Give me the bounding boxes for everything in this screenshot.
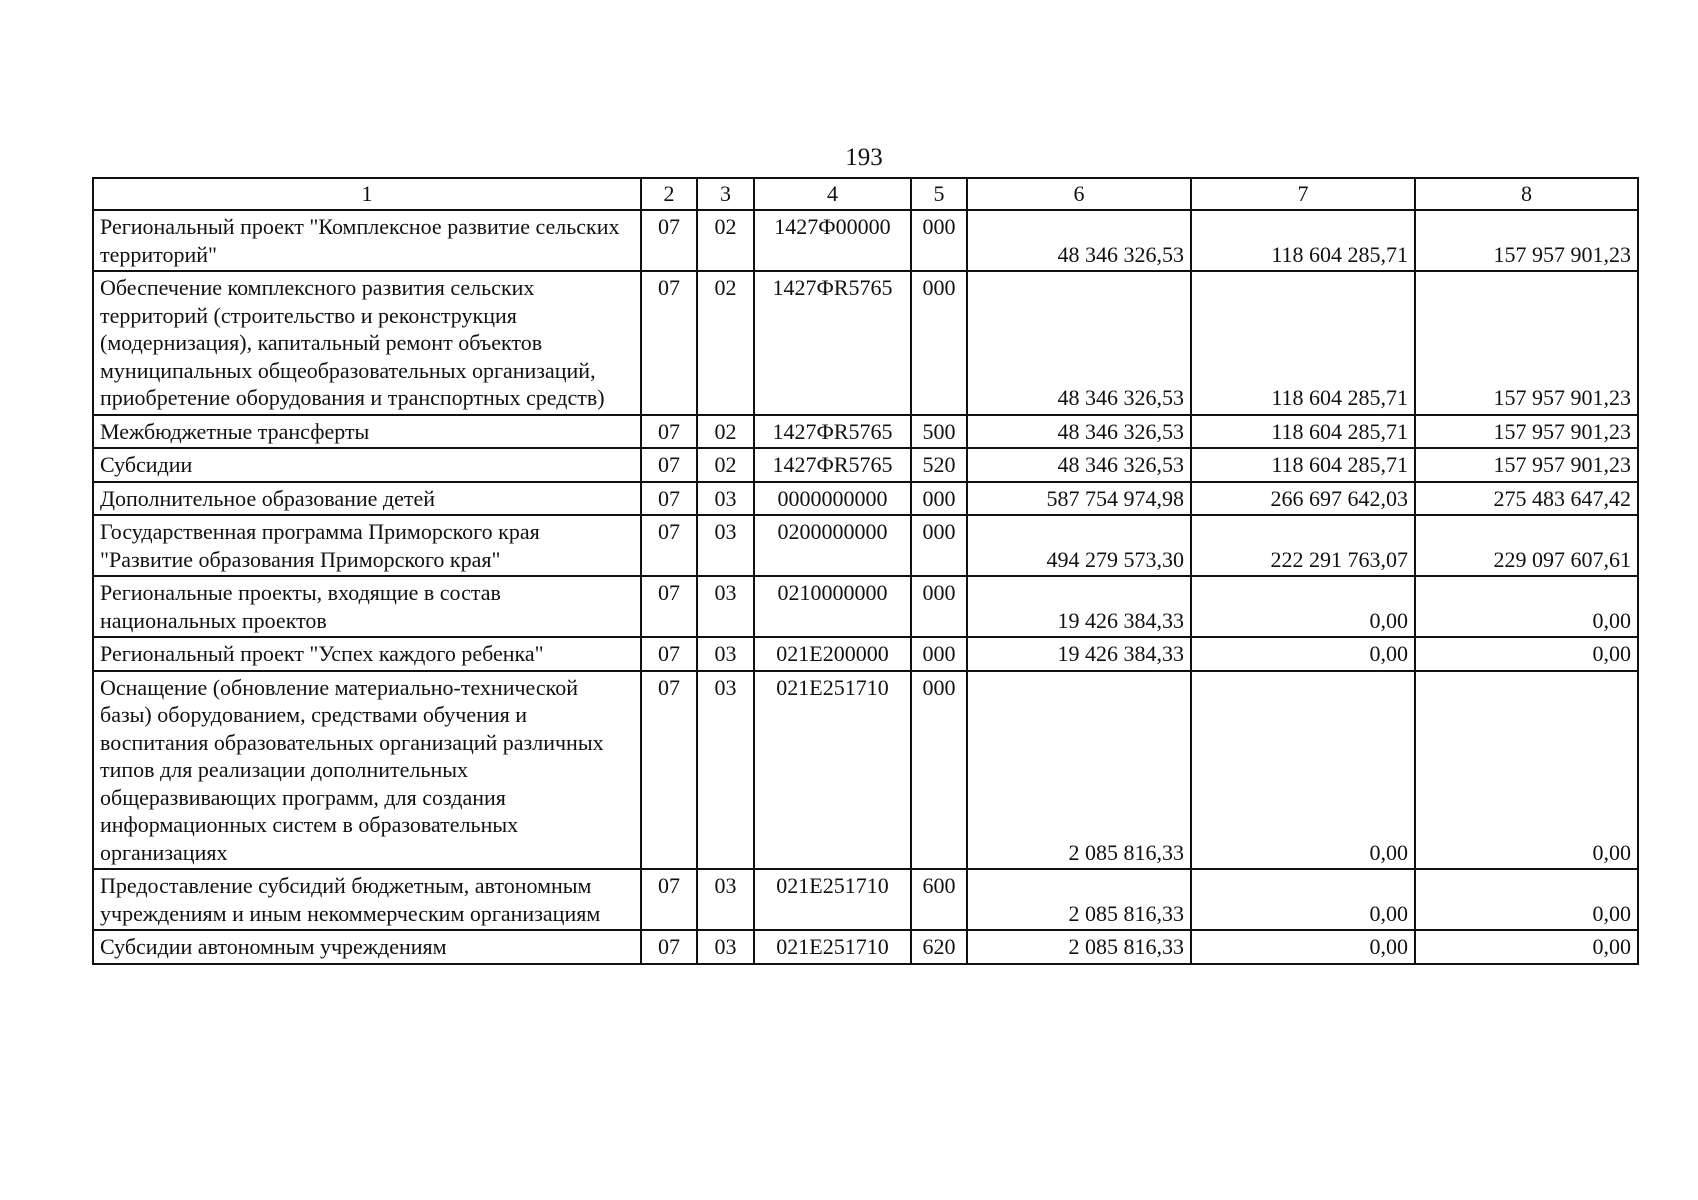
subsection-code: 03 xyxy=(697,671,754,870)
amount-col6: 19 426 384,33 xyxy=(967,637,1191,671)
amount-col6: 494 279 573,30 xyxy=(967,515,1191,576)
expense-type-code: 000 xyxy=(911,515,967,576)
expense-type-code: 600 xyxy=(911,869,967,930)
amount-col8: 0,00 xyxy=(1415,930,1638,964)
amount-col6: 48 346 326,53 xyxy=(967,210,1191,271)
section-code: 07 xyxy=(641,482,697,516)
amount-col8: 0,00 xyxy=(1415,637,1638,671)
amount-col8: 0,00 xyxy=(1415,671,1638,870)
amount-col6: 48 346 326,53 xyxy=(967,415,1191,449)
section-code: 07 xyxy=(641,415,697,449)
section-code: 07 xyxy=(641,637,697,671)
expense-type-code: 000 xyxy=(911,210,967,271)
table-row xyxy=(93,515,1638,576)
expense-type-code: 000 xyxy=(911,637,967,671)
header-cell: 8 xyxy=(1415,178,1638,210)
amount-col7: 0,00 xyxy=(1191,637,1415,671)
target-article-code: 1427ФR5765 xyxy=(754,415,911,449)
target-article-code: 0200000000 xyxy=(754,515,911,576)
amount-col7: 266 697 642,03 xyxy=(1191,482,1415,516)
section-code: 07 xyxy=(641,515,697,576)
table-header-row xyxy=(93,178,1638,210)
subsection-code: 03 xyxy=(697,637,754,671)
header-cell: 4 xyxy=(754,178,911,210)
amount-col7: 0,00 xyxy=(1191,930,1415,964)
row-name: Региональный проект "Комплексное развитие сельских территорий" xyxy=(93,210,641,271)
amount-col6: 19 426 384,33 xyxy=(967,576,1191,637)
row-name: Межбюджетные трансферты xyxy=(93,415,641,449)
section-code: 07 xyxy=(641,210,697,271)
amount-col7: 118 604 285,71 xyxy=(1191,448,1415,482)
amount-col8: 157 957 901,23 xyxy=(1415,415,1638,449)
expense-type-code: 620 xyxy=(911,930,967,964)
subsection-code: 02 xyxy=(697,210,754,271)
target-article-code: 021E200000 xyxy=(754,637,911,671)
expense-type-code: 000 xyxy=(911,482,967,516)
amount-col8: 0,00 xyxy=(1415,869,1638,930)
row-name: Субсидии автономным учреждениям xyxy=(93,930,641,964)
target-article-code: 1427ФR5765 xyxy=(754,448,911,482)
amount-col8: 0,00 xyxy=(1415,576,1638,637)
page-number: 193 xyxy=(845,144,883,171)
subsection-code: 02 xyxy=(697,271,754,415)
amount-col7: 118 604 285,71 xyxy=(1191,271,1415,415)
amount-col8: 229 097 607,61 xyxy=(1415,515,1638,576)
header-cell: 3 xyxy=(697,178,754,210)
subsection-code: 03 xyxy=(697,869,754,930)
amount-col7: 0,00 xyxy=(1191,576,1415,637)
header-cell: 2 xyxy=(641,178,697,210)
subsection-code: 03 xyxy=(697,576,754,637)
target-article-code: 0210000000 xyxy=(754,576,911,637)
budget-table xyxy=(92,177,1639,965)
row-name: Региональные проекты, входящие в состав национальных проектов xyxy=(93,576,641,637)
target-article-code: 021E251710 xyxy=(754,869,911,930)
amount-col8: 275 483 647,42 xyxy=(1415,482,1638,516)
table-row xyxy=(93,210,1638,271)
amount-col8: 157 957 901,23 xyxy=(1415,210,1638,271)
target-article-code: 0000000000 xyxy=(754,482,911,516)
subsection-code: 02 xyxy=(697,415,754,449)
row-name: Региональный проект "Успех каждого ребенка" xyxy=(93,637,641,671)
expense-type-code: 500 xyxy=(911,415,967,449)
expense-type-code: 520 xyxy=(911,448,967,482)
target-article-code: 021E251710 xyxy=(754,930,911,964)
row-name: Дополнительное образование детей xyxy=(93,482,641,516)
amount-col6: 2 085 816,33 xyxy=(967,869,1191,930)
table-row xyxy=(93,869,1638,930)
amount-col7: 0,00 xyxy=(1191,869,1415,930)
header-cell: 1 xyxy=(93,178,641,210)
subsection-code: 02 xyxy=(697,448,754,482)
amount-col6: 48 346 326,53 xyxy=(967,271,1191,415)
target-article-code: 021E251710 xyxy=(754,671,911,870)
target-article-code: 1427ФR5765 xyxy=(754,271,911,415)
target-article-code: 1427Ф00000 xyxy=(754,210,911,271)
header-cell: 6 xyxy=(967,178,1191,210)
row-name: Государственная программа Приморского края "Развитие образования Приморского края" xyxy=(93,515,641,576)
subsection-code: 03 xyxy=(697,482,754,516)
expense-type-code: 000 xyxy=(911,671,967,870)
subsection-code: 03 xyxy=(697,930,754,964)
amount-col8: 157 957 901,23 xyxy=(1415,448,1638,482)
amount-col7: 118 604 285,71 xyxy=(1191,415,1415,449)
table-row xyxy=(93,271,1638,415)
table-row xyxy=(93,415,1638,449)
section-code: 07 xyxy=(641,869,697,930)
row-name: Предоставление субсидий бюджетным, автономным учреждениям и иным некоммерческим организациям xyxy=(93,869,641,930)
expense-type-code: 000 xyxy=(911,576,967,637)
row-name: Обеспечение комплексного развития сельских территорий (строительство и реконструкция (модернизация), капитальный ремонт объектов муниципальных общеобразовательных организаций, приобретение оборудования и транспортных средств) xyxy=(93,271,641,415)
section-code: 07 xyxy=(641,576,697,637)
table-row xyxy=(93,637,1638,671)
table-row xyxy=(93,482,1638,516)
table-row xyxy=(93,448,1638,482)
section-code: 07 xyxy=(641,930,697,964)
table-row xyxy=(93,671,1638,870)
header-cell: 5 xyxy=(911,178,967,210)
expense-type-code: 000 xyxy=(911,271,967,415)
amount-col7: 118 604 285,71 xyxy=(1191,210,1415,271)
amount-col6: 2 085 816,33 xyxy=(967,671,1191,870)
header-cell: 7 xyxy=(1191,178,1415,210)
section-code: 07 xyxy=(641,271,697,415)
table-row xyxy=(93,930,1638,964)
section-code: 07 xyxy=(641,448,697,482)
amount-col7: 222 291 763,07 xyxy=(1191,515,1415,576)
row-name: Оснащение (обновление материально-технической базы) оборудованием, средствами обучения и воспитания образовательных организаций различных типов для реализации дополнительных общеразвивающих программ, для создания информационных систем в образовательных организациях xyxy=(93,671,641,870)
amount-col8: 157 957 901,23 xyxy=(1415,271,1638,415)
section-code: 07 xyxy=(641,671,697,870)
row-name: Субсидии xyxy=(93,448,641,482)
table-row xyxy=(93,576,1638,637)
amount-col6: 2 085 816,33 xyxy=(967,930,1191,964)
amount-col6: 587 754 974,98 xyxy=(967,482,1191,516)
amount-col6: 48 346 326,53 xyxy=(967,448,1191,482)
subsection-code: 03 xyxy=(697,515,754,576)
amount-col7: 0,00 xyxy=(1191,671,1415,870)
